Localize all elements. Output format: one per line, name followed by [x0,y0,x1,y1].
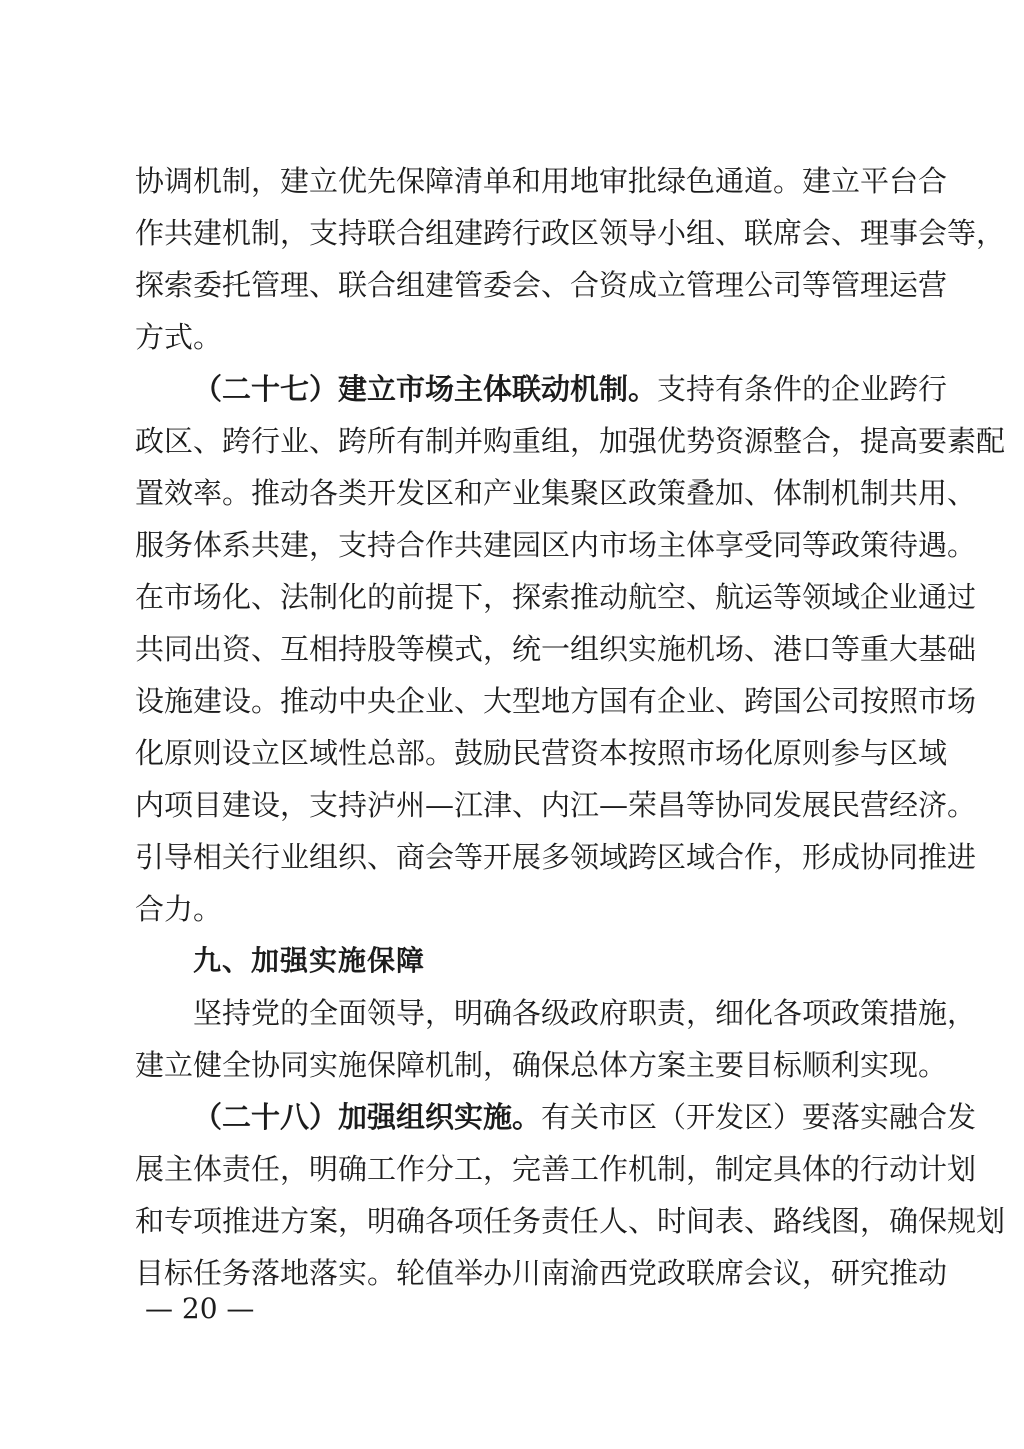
paragraph-line: 协调机制，建立优先保障清单和用地审批绿色通道。建立平台合 [135,164,948,198]
paragraph-line: 坚持党的全面领导，明确各级政府职责，细化各项政策措施， [193,996,977,1030]
section-27-title: （二十七）建立市场主体联动机制。 [193,372,658,406]
page-number: — 20 — [145,1292,255,1325]
paragraph-line: 内项目建设，支持泸州—江津、内江—荣昌等协同发展民营经济。 [135,788,977,822]
paragraph-line: 建立健全协同实施保障机制，确保总体方案主要目标顺利实现。 [135,1048,948,1082]
paragraph-line: 化原则设立区域性总部。鼓励民营资本按照市场化原则参与区域 [135,736,948,770]
paragraph-line: 政区、跨行业、跨所有制并购重组，加强优势资源整合，提高要素配 [135,424,1006,458]
section-28-title: （二十八）加强组织实施。 [193,1100,542,1134]
chapter-heading: 九、加强实施保障 [193,944,426,977]
paragraph-line: 方式。 [135,320,223,354]
paragraph-line: 展主体责任，明确工作分工，完善工作机制，制定具体的行动计划 [135,1152,977,1186]
paragraph-line: 共同出资、互相持股等模式，统一组织实施机场、港口等重大基础 [135,632,977,666]
paragraph-line: 设施建设。推动中央企业、大型地方国有企业、跨国公司按照市场 [135,684,977,718]
paragraph-line: 置效率。推动各类开发区和产业集聚区政策叠加、体制机制共用、 [135,476,977,510]
paragraph-line: 探索委托管理、联合组建管委会、合资成立管理公司等管理运营 [135,268,948,302]
paragraph-line: 服务体系共建，支持合作共建园区内市场主体享受同等政策待遇。 [135,528,977,562]
paragraph-line: 目标任务落地落实。轮值举办川南渝西党政联席会议，研究推动 [135,1256,948,1290]
paragraph-line: 和专项推进方案，明确各项任务责任人、时间表、路线图，确保规划 [135,1204,1006,1238]
section-28-first-line [193,1099,977,1135]
section-27-first-line-text: 支持有条件的企业跨行 [657,372,948,406]
section-28-first-line-text: 有关市区（开发区）要落实融合发 [541,1100,977,1134]
section-27-first-line [193,371,948,407]
paragraph-line: 在市场化、法制化的前提下，探索推动航空、航运等领域企业通过 [135,580,977,614]
paragraph-line: 引导相关行业组织、商会等开展多领域跨区域合作，形成协同推进 [135,840,977,874]
paragraph-line: 合力。 [135,892,223,926]
paragraph-line: 作共建机制，支持联合组建跨行政区领导小组、联席会、理事会等， [135,216,1006,250]
